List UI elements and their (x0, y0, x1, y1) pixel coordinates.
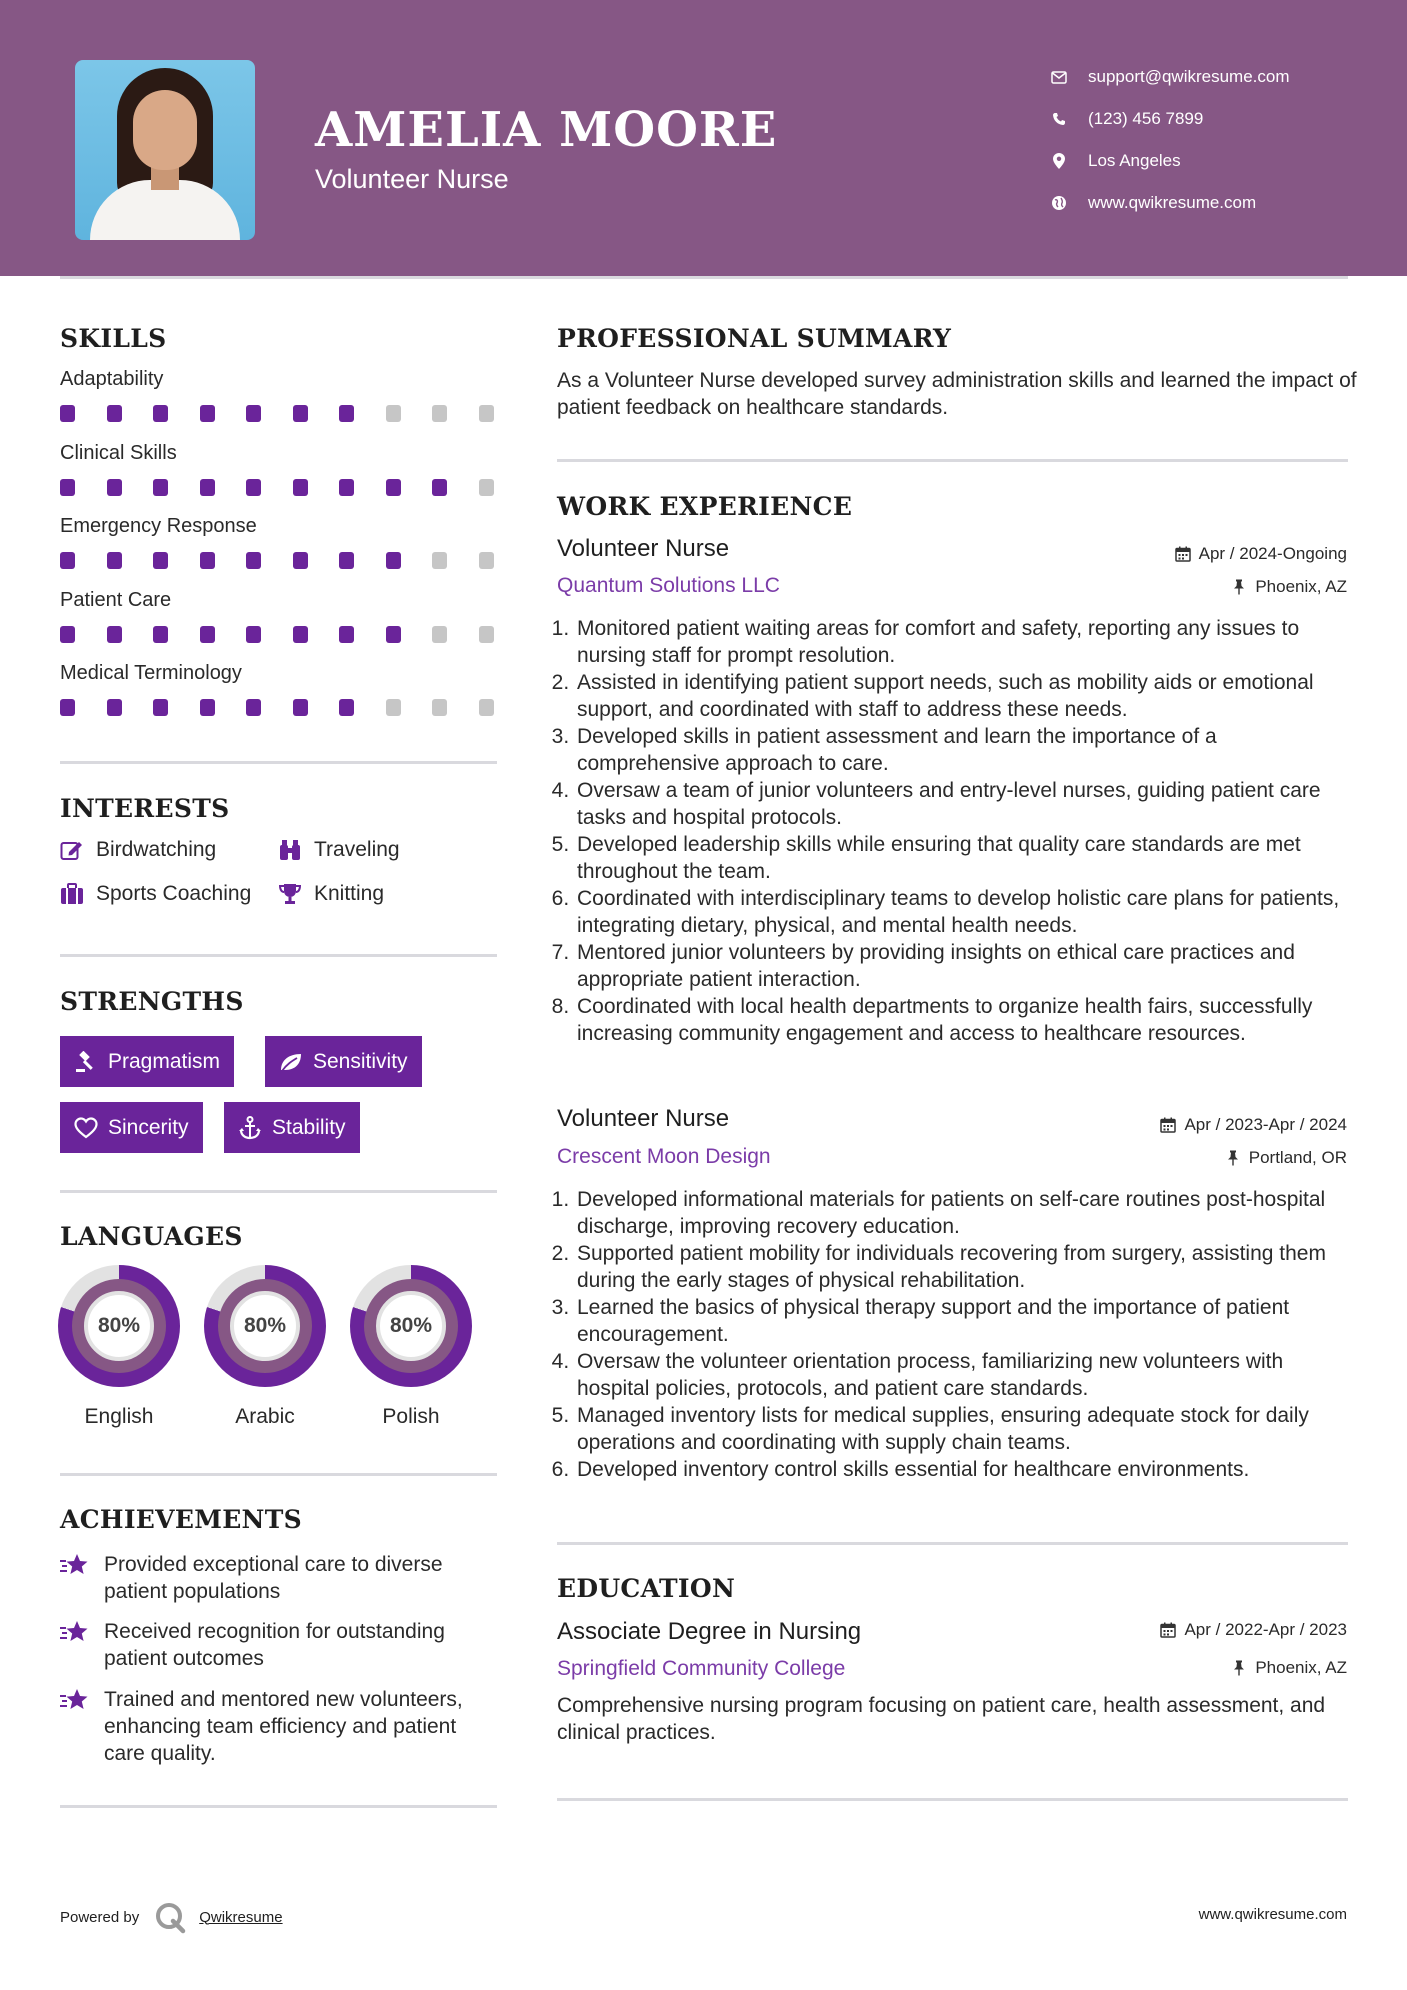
qwikresume-logo-icon (153, 1900, 187, 1934)
binoculars-icon (278, 838, 302, 862)
education-degree: Associate Degree in Nursing (557, 1618, 862, 1645)
job-bullet: 4. Oversaw a team of junior volunteers and entry-level nurses, guiding patient care tasks and hospital protocols. (575, 777, 1357, 831)
language-name: Polish (382, 1405, 440, 1428)
calendar-icon (1175, 546, 1191, 562)
interests-divider (60, 954, 497, 957)
skill-dot-filled (200, 479, 215, 496)
heart-icon (74, 1116, 98, 1140)
strengths-divider (60, 1190, 497, 1193)
skill-dot-filled (293, 552, 308, 569)
skill-dot-filled (246, 626, 261, 643)
header-divider (60, 276, 1348, 279)
skill-dot-filled (153, 626, 168, 643)
brand-link[interactable]: Qwikresume (199, 1908, 283, 1926)
education-location (1231, 1658, 1347, 1678)
language-percent: 80% (84, 1291, 154, 1361)
job-bullet: 2. Supported patient mobility for individuals recovering from surgery, assisting them during the early stages of physical rehabilitation. (575, 1240, 1357, 1294)
skill-dot-filled (60, 626, 75, 643)
skill-dot-filled (60, 479, 75, 496)
gavel-icon (74, 1050, 98, 1074)
skill-dot-filled (339, 626, 354, 643)
footer-powered-by (60, 1900, 283, 1934)
interest-item (60, 838, 216, 862)
skill-dot-filled (246, 699, 261, 716)
skill-dot-filled (107, 699, 122, 716)
globe-icon (1050, 194, 1068, 212)
pushpin-icon (1225, 1150, 1241, 1166)
candidate-name: AMELIA MOORE (315, 102, 778, 158)
language-item (350, 1265, 472, 1429)
strengths-heading: STRENGTHS (60, 987, 244, 1016)
skill-dot-filled (386, 552, 401, 569)
briefcase-icon (60, 882, 84, 906)
contact-website-text: www.qwikresume.com (1088, 193, 1257, 212)
profile-photo (75, 60, 255, 240)
skill-dot-filled (200, 552, 215, 569)
skill-dot-filled (60, 699, 75, 716)
skill-dot-filled (153, 405, 168, 422)
skill-dot-filled (246, 479, 261, 496)
job-dates-text: Apr / 2024-Ongoing (1198, 544, 1347, 563)
star-badge-icon (60, 1551, 92, 1581)
skill-dot-filled (60, 405, 75, 422)
skill-dot-filled (200, 405, 215, 422)
language-name: Arabic (235, 1405, 295, 1428)
interest-label: Birdwatching (96, 838, 217, 861)
job-bullet: 1. Developed informational materials for patients on self-care routines post-hospital discharge, improving recovery education. (575, 1186, 1357, 1240)
education-description: Comprehensive nursing program focusing on patient care, health assessment, and clinical practices. (557, 1694, 1326, 1744)
summary-divider (557, 459, 1348, 462)
education-heading: EDUCATION (557, 1574, 736, 1603)
skills-heading: SKILLS (60, 324, 167, 353)
job-bullet: 8. Coordinated with local health departments to organize health fairs, successfully increasing community engagement and access to healthcare resources. (575, 993, 1357, 1047)
skill-dot-filled (293, 479, 308, 496)
calendar-icon (1160, 1117, 1176, 1133)
job-title: Volunteer Nurse (557, 535, 730, 562)
skill-dot-filled (293, 405, 308, 422)
skill-dot-filled (107, 479, 122, 496)
phone-icon (1050, 110, 1068, 128)
languages-heading: LANGUAGES (60, 1222, 243, 1251)
education-dates-text: Apr / 2022-Apr / 2023 (1184, 1620, 1347, 1639)
skill-dot-filled (246, 405, 261, 422)
languages-divider (60, 1473, 497, 1476)
language-progress-ring (58, 1265, 180, 1387)
experience-heading: WORK EXPERIENCE (557, 492, 853, 521)
achievements-divider (60, 1805, 497, 1808)
skill-dot-empty (386, 405, 401, 422)
job-bullet: 5. Developed leadership skills while ensuring that quality care standards are met throughout the team. (575, 831, 1357, 885)
education-location-text: Phoenix, AZ (1255, 1658, 1347, 1677)
skill-name: Medical Terminology (60, 662, 242, 684)
skill-dot-filled (153, 552, 168, 569)
contact-phone-text: (123) 456 7899 (1088, 109, 1204, 128)
strength-badge (60, 1102, 203, 1153)
pushpin-icon (1231, 1660, 1247, 1676)
skill-dot-filled (293, 626, 308, 643)
language-item (204, 1265, 326, 1429)
job-location (1231, 577, 1347, 597)
achievement-item (60, 1551, 500, 1605)
pushpin-icon (1231, 579, 1247, 595)
contact-location-text: Los Angeles (1088, 151, 1181, 170)
interest-label: Traveling (314, 838, 400, 861)
skill-dot-filled (339, 405, 354, 422)
skill-dot-filled (60, 552, 75, 569)
skill-dot-filled (386, 479, 401, 496)
powered-by-text: Powered by (60, 1908, 140, 1926)
contact-email[interactable] (1050, 56, 1290, 98)
contact-phone[interactable] (1050, 98, 1290, 140)
education-dates (1160, 1620, 1347, 1640)
calendar-icon (1160, 1622, 1176, 1638)
skill-name: Adaptability (60, 368, 164, 390)
strength-badge (224, 1102, 360, 1153)
candidate-title: Volunteer Nurse (315, 164, 509, 194)
job-bullet: 2. Assisted in identifying patient support needs, such as mobility aids or emotional support, and coordinated with staff to address these needs. (575, 669, 1357, 723)
contact-list (1050, 56, 1290, 224)
interest-label: Knitting (314, 882, 385, 905)
skill-dot-filled (339, 479, 354, 496)
strength-badge (60, 1036, 234, 1087)
achievements-heading: ACHIEVEMENTS (60, 1505, 302, 1534)
skill-dot-empty (432, 405, 447, 422)
job-bullet: 6. Developed inventory control skills essential for healthcare environments. (575, 1456, 1357, 1483)
skill-rating (60, 479, 500, 496)
contact-location (1050, 140, 1290, 182)
contact-email-text: support@qwikresume.com (1088, 67, 1290, 86)
skill-dot-empty (386, 699, 401, 716)
summary-text: As a Volunteer Nurse developed survey administration skills and learned the impact of patient feedback on healthcare standards. (557, 369, 1357, 419)
skill-dot-filled (107, 552, 122, 569)
skill-dot-filled (293, 699, 308, 716)
experience-divider (557, 1542, 1348, 1545)
skill-dot-filled (153, 699, 168, 716)
achievement-text: Trained and mentored new volunteers, enhancing team efficiency and patient care quality. (104, 1688, 463, 1765)
strength-label: Sincerity (108, 1115, 189, 1139)
strength-label: Sensitivity (313, 1049, 408, 1073)
skill-rating (60, 699, 500, 716)
job-location-text: Phoenix, AZ (1255, 577, 1347, 596)
interest-item (278, 882, 384, 906)
job-bullet: 5. Managed inventory lists for medical supplies, ensuring adequate stock for daily operations and coordinating with supply chain teams. (575, 1402, 1357, 1456)
strength-badge (265, 1036, 422, 1087)
interest-label: Sports Coaching (96, 882, 252, 905)
language-item (58, 1265, 180, 1429)
skill-dot-filled (200, 626, 215, 643)
skill-dot-empty (479, 626, 494, 643)
job-bullet: 3. Developed skills in patient assessment and learn the importance of a comprehensive approach to care. (575, 723, 1357, 777)
job-title: Volunteer Nurse (557, 1105, 730, 1132)
job-bullet-list (557, 615, 1357, 1047)
trophy-icon (278, 882, 302, 906)
map-pin-icon (1050, 152, 1068, 170)
anchor-icon (238, 1116, 262, 1140)
skill-dot-empty (432, 626, 447, 643)
star-badge-icon (60, 1618, 92, 1648)
skill-name: Emergency Response (60, 515, 257, 537)
achievement-text: Provided exceptional care to diverse patient populations (104, 1553, 443, 1603)
leaf-icon (279, 1050, 303, 1074)
language-progress-ring (204, 1265, 326, 1387)
skill-dot-filled (386, 626, 401, 643)
skill-dot-empty (432, 699, 447, 716)
language-name: English (84, 1405, 154, 1428)
skill-name: Clinical Skills (60, 441, 177, 464)
job-location-text: Portland, OR (1248, 1148, 1347, 1167)
resume-header (0, 0, 1407, 276)
skill-dot-filled (432, 479, 447, 496)
skill-dot-filled (339, 552, 354, 569)
education-divider (557, 1798, 1348, 1801)
skill-dot-empty (479, 479, 494, 496)
job-bullet: 7. Mentored junior volunteers by providing insights on ethical care practices and appropriate patient interaction. (575, 939, 1357, 993)
skill-dot-empty (432, 552, 447, 569)
job-dates (1160, 1115, 1347, 1135)
language-percent: 80% (376, 1291, 446, 1361)
skill-dot-empty (479, 699, 494, 716)
skill-rating (60, 552, 500, 569)
language-percent: 80% (230, 1291, 300, 1361)
skill-name: Patient Care (60, 588, 172, 611)
summary-heading: PROFESSIONAL SUMMARY (557, 324, 952, 353)
language-progress-ring (350, 1265, 472, 1387)
interest-item (60, 882, 251, 906)
skill-rating (60, 626, 500, 643)
achievement-item (60, 1686, 500, 1767)
interests-heading: INTERESTS (60, 794, 230, 823)
job-bullet-list (557, 1186, 1357, 1483)
skill-dot-empty (479, 552, 494, 569)
skill-dot-filled (107, 405, 122, 422)
job-bullet: 6. Coordinated with interdisciplinary teams to develop holistic care plans for patients, integrating dietary, physical, and mental health needs. (575, 885, 1357, 939)
interest-item (278, 838, 400, 862)
job-dates-text: Apr / 2023-Apr / 2024 (1184, 1115, 1347, 1134)
skill-rating (60, 405, 500, 422)
skill-dot-filled (246, 552, 261, 569)
education-school: Springfield Community College (557, 1657, 846, 1680)
job-company: Quantum Solutions LLC (557, 574, 780, 597)
job-bullet: 4. Oversaw the volunteer orientation process, familiarizing new volunteers with hospital policies, protocols, and patient care standards. (575, 1348, 1357, 1402)
achievement-text: Received recognition for outstanding patient outcomes (104, 1620, 445, 1670)
job-dates (1175, 544, 1347, 564)
achievement-item (60, 1618, 500, 1672)
skill-dot-filled (107, 626, 122, 643)
job-bullet: 1. Monitored patient waiting areas for comfort and safety, reporting any issues to nursing staff for prompt resolution. (575, 615, 1357, 669)
contact-website[interactable] (1050, 182, 1290, 224)
skill-dot-filled (339, 699, 354, 716)
skill-dot-filled (200, 699, 215, 716)
skill-dot-empty (479, 405, 494, 422)
star-badge-icon (60, 1686, 92, 1716)
edit-icon (60, 838, 84, 862)
job-company: Crescent Moon Design (557, 1145, 771, 1168)
footer-website[interactable]: www.qwikresume.com (1198, 1906, 1347, 1923)
envelope-icon (1050, 68, 1068, 86)
strength-label: Stability (272, 1115, 346, 1139)
job-bullet: 3. Learned the basics of physical therapy support and the importance of patient encouragement. (575, 1294, 1357, 1348)
skills-divider (60, 761, 497, 764)
skill-dot-filled (153, 479, 168, 496)
job-location (1225, 1148, 1347, 1168)
strength-label: Pragmatism (108, 1049, 221, 1073)
